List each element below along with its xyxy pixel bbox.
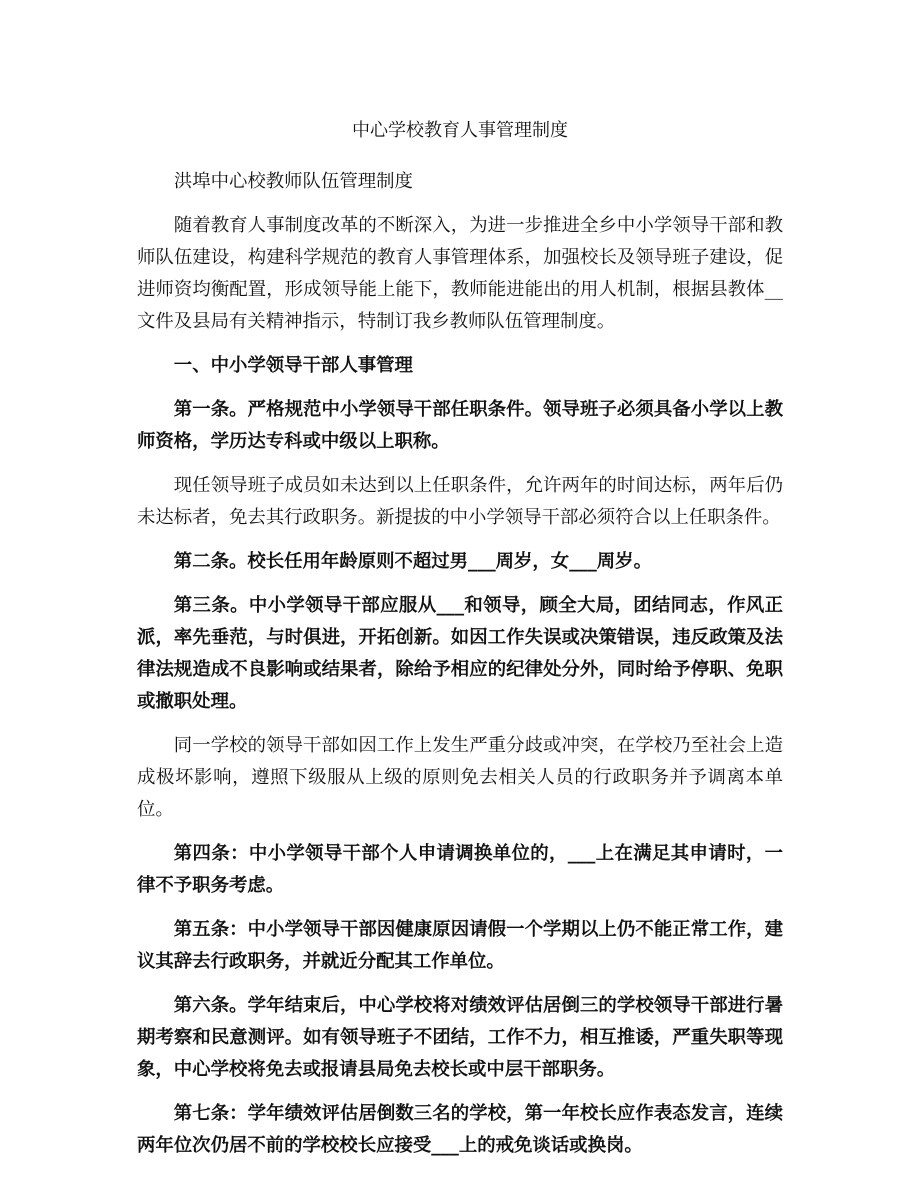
article-6-paragraph: 第六条。学年结束后，中心学校将对绩效评估居倒三的学校领导干部进行暑期考察和民意测评。如有领导班子不团结，工作不力，相互推诿，严重失职等现象，中心学校将免去或报请县局免去校长或中层干部职务。 — [137, 995, 783, 1080]
article-5-paragraph: 第五条：中小学领导干部因健康原因请假一个学期以上仍不能正常工作，建议其辞去行政职务，并就近分配其工作单位。 — [137, 919, 783, 972]
document-subtitle: 洪埠中心校教师队伍管理制度 — [173, 171, 413, 192]
section-heading: 一、中小学领导干部人事管理 — [173, 355, 413, 376]
article-2-paragraph: 第二条。校长任用年龄原则不超过男___周岁，女___周岁。 — [173, 551, 652, 572]
document-title: 中心学校教育人事管理制度 — [352, 120, 568, 141]
article-1-paragraph: 第一条。严格规范中小学领导干部任职条件。领导班子必须具备小学以上教师资格，学历达专科或中级以上职称。 — [137, 399, 783, 452]
article-3-note-paragraph: 同一学校的领导干部如因工作上发生严重分歧或冲突，在学校乃至社会上造成极坏影响，遵照下级服从上级的原则免去相关人员的行政职务并予调离本单位。 — [137, 735, 783, 820]
article-1-note-paragraph: 现任领导班子成员如未达到以上任职条件，允许两年的时间达标，两年后仍未达标者，免去其行政职务。新提拔的中小学领导干部必须符合以上任职条件。 — [137, 475, 783, 528]
article-4-paragraph: 第四条：中小学领导干部个人申请调换单位的，___上在满足其申请时，一律不予职务考虑。 — [137, 843, 783, 896]
article-3-paragraph: 第三条。中小学领导干部应服从___和领导，顾全大局，团结同志，作风正派，率先垂范，与时俱进，开拓创新。如因工作失误或决策错误，违反政策及法律法规造成不良影响或结果者，除给予相应的纪律处分外，同时给予停职、免职或撤职处理。 — [137, 595, 783, 712]
article-7-paragraph: 第七条：学年绩效评估居倒数三名的学校，第一年校长应作表态发言，连续两年位次仍居不前的学校校长应接受___上的戒免谈话或换岗。 — [137, 1103, 783, 1156]
intro-paragraph: 随着教育人事制度改革的不断深入，为进一步推进全乡中小学领导干部和教师队伍建设，构建科学规范的教育人事管理体系，加强校长及领导班子建设，促进师资均衡配置，形成领导能上能下，教师能进能出的用人机制，根据县教体__文件及县局有关精神指示，特制订我乡教师队伍管理制度。 — [137, 215, 783, 332]
